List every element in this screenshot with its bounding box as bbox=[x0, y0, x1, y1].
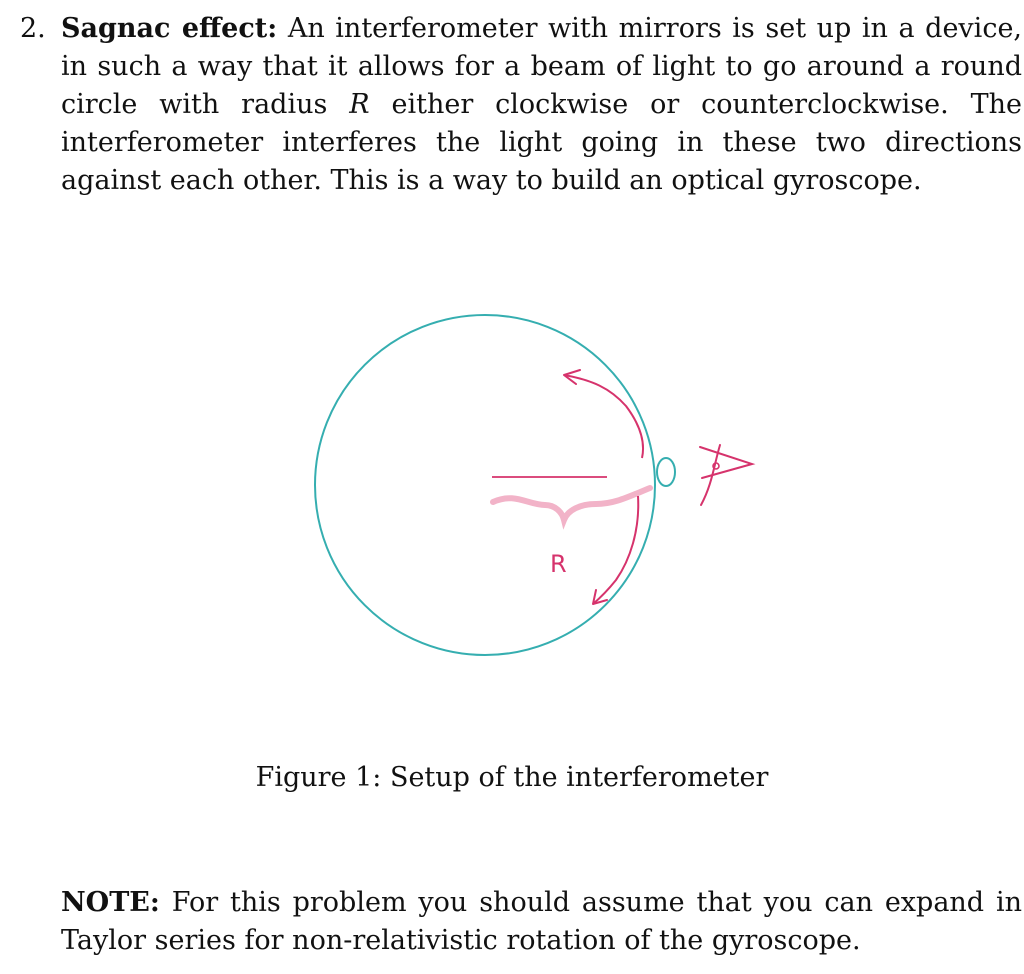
clockwise-arrow bbox=[593, 496, 638, 604]
problem-statement bbox=[20, 10, 1022, 200]
note-label: NOTE: bbox=[61, 887, 160, 918]
beam-splitter-port bbox=[657, 458, 675, 486]
radius-variable: R bbox=[349, 89, 370, 120]
figure-caption: Figure 1: Setup of the interferometer bbox=[255, 762, 769, 793]
counterclockwise-arrow bbox=[564, 375, 643, 458]
problem-text-part2: either clockwise or counterclockwise. The interferometer interferes the light going in these two directions against each other. This is a way to build an optical gyroscope. bbox=[61, 89, 1023, 196]
note-paragraph bbox=[61, 884, 1022, 960]
interferometer-diagram bbox=[300, 300, 780, 680]
problem-number: 2. bbox=[20, 13, 46, 44]
problem-text-part1: An interferometer with mirrors is set up in a device, in such a way that it allows for a beam of light to go around a round circle with radius bbox=[61, 13, 1023, 120]
note-text: For this problem you should assume that you can expand in Taylor series for non-relativistic rotation of the gyroscope. bbox=[61, 887, 1022, 956]
observer-eye-icon bbox=[700, 445, 752, 505]
problem-body bbox=[61, 10, 1022, 200]
interferometer-figure bbox=[300, 300, 780, 680]
interferometer-ring bbox=[315, 315, 655, 655]
radius-label: R bbox=[550, 550, 567, 578]
radius-brace bbox=[493, 488, 650, 520]
problem-heading: Sagnac effect: bbox=[61, 13, 278, 44]
